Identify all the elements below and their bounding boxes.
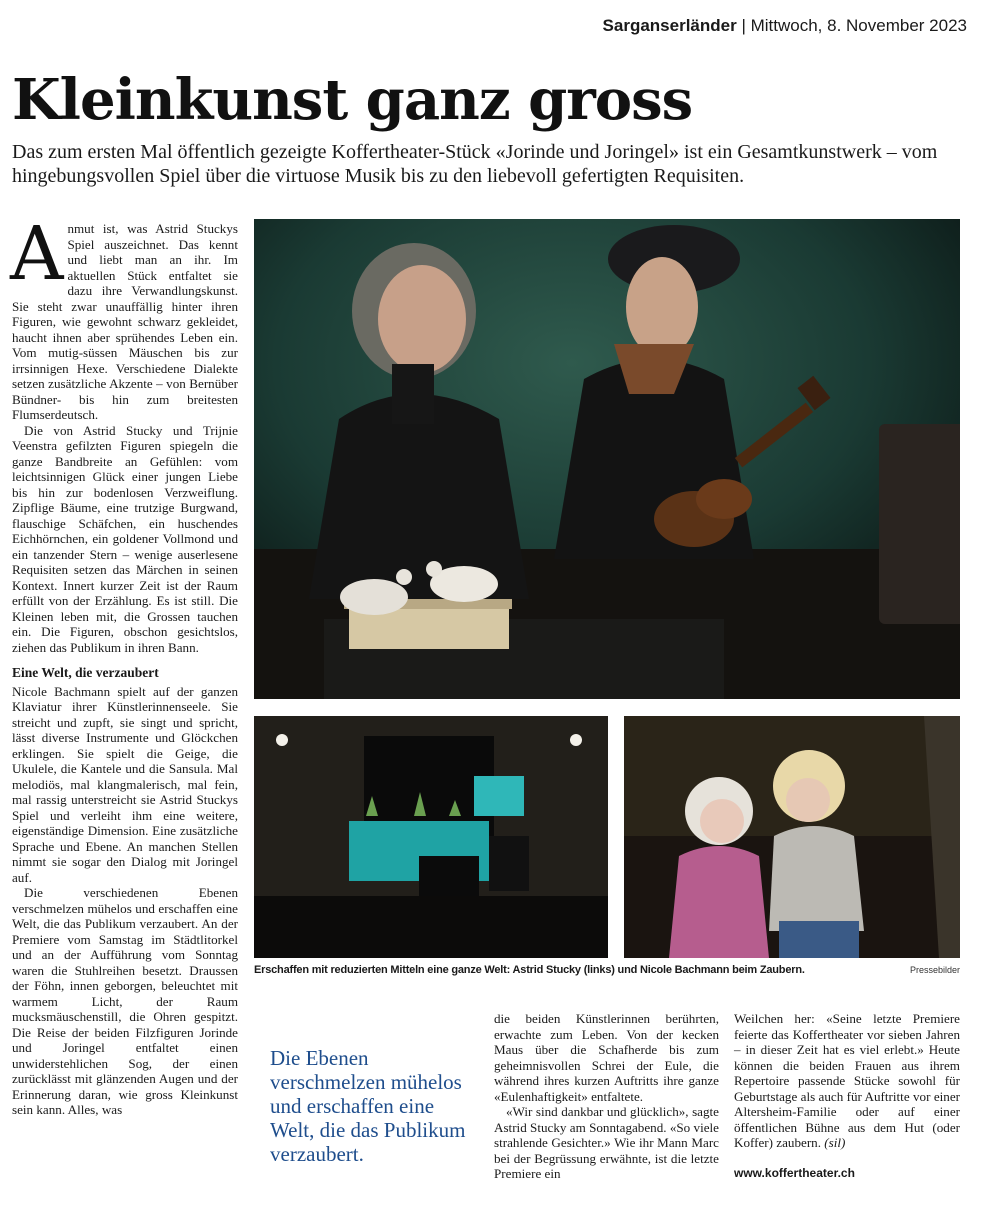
paragraph-6: «Wir sind dankbar und glücklich», sagte Astrid Stucky am Sonntagabend. «So viele strahlende Gesichter.» Wie ihr Mann Marc bei der Begrüssung erwähnte, ist die letzte Premiere ein [494, 1104, 719, 1181]
drop-cap: A [10, 211, 64, 297]
paragraph-3: Nicole Bachmann spielt auf der ganzen Klaviatur ihrer Künstlerinnenseele. Sie streicht und zupft, sie singt und spricht, lässt diverse Instrumente und Glöckchen erklingen. Sie spielt die Geige, die Ukulele, die Kantele und die Sansula. Mal melodiös, mal klangmalerisch, mal fein, mal rassig unterstreicht sie Astrid Stuckys Spiel und verleiht ihm eine weitere, eigenständige Dimension. Eine zusätzliche Sprache und Ebene. An manchen Stellen nimmt sie sogar den Dialog mit Joringel auf. [12, 683, 238, 885]
masthead [603, 16, 967, 36]
photo-credit: Pressebilder [909, 965, 960, 975]
paragraph-1-text: nmut ist, was Astrid Stuckys Spiel auszeichnet. Das kennt und liebt man an ihr. Im aktuellen Stück entfaltet sie dazu ihre Verwandlungskunst. Sie steht zwar unauffällig hinter ihren Figuren, wie gewohnt schwarz gekleidet, haucht ihnen aber sprühendes Leben ein. Vom mutig-süssen Mäuschen bis zur irrsinnigen Hexe. Verschiedene Dialekte setzen zusätzliche Akzente – von Bernüber Bündner- bis hin zum breitesten Flumserdeutsch. [12, 221, 238, 422]
paragraph-1 [10, 211, 238, 423]
article-column-4 [734, 1011, 960, 1181]
masthead-separator: | [741, 16, 746, 35]
paragraph-2: Die von Astrid Stucky und Trijnie Veenstra gefilzten Figuren spiegeln die ganze Bandbreite an Gefühlen: vom leichtsinnigen Glück einer jungen Liebe bis hin zur bodenlosen Verzweiflung. Zipflige Bäume, eine trutzige Burgwand, flauschige Schäfchen, ein huschendes Eichhörnchen, ein goldener Vollmond und ein tanzender Stern – wenige auserlesene Requisiten setzen das Märchen in seinen Kontext. Innert kurzer Zeit ist der Raum erfüllt von der Erzählung. Es ist still. Die Kleinen leben mit, die Grossen tauchen ein. Die Figuren, obschon gesichtslos, ziehen das Publikum in ihren Bann. [12, 422, 238, 655]
website-link[interactable]: www.koffertheater.ch [734, 1165, 855, 1180]
article-column-3 [494, 1011, 719, 1182]
puppets-photo [624, 716, 960, 958]
pull-quote: Die Ebenen verschmelzen mühelos und erschaffen eine Welt, die das Publikum verzaubert. [270, 1046, 466, 1166]
lead-paragraph: Das zum ersten Mal öffentlich gezeigte Koffertheater-Stück «Jorinde und Joringel» ist ein Gesamtkunstwerk – vom hingebungsvollen Spiel über die virtuose Musik bis zu den liebevoll gefertigten Requisiten. [12, 141, 938, 187]
article-column-1 [10, 211, 238, 1118]
subheading: Eine Welt, die verzaubert [12, 665, 159, 680]
headline: Kleinkunst ganz gross [12, 67, 693, 133]
photo-caption: Erschaffen mit reduzierten Mitteln eine ganze Welt: Astrid Stucky (links) und Nicole Bachmann beim Zaubern. [254, 964, 805, 976]
paragraph-4: Die verschiedenen Ebenen verschmelzen mühelos und erschaffen eine Welt, die das Publikum verzaubert. An der Premiere vom Samstag im Städtlitorkel und an der Aufführung vom Sonntag waren die Stuhlreihen besetzt. Draussen der Föhn, innen geborgen, beleuchtet mit warmem Licht, der Raum mucksmäuschenstill, die Ohren gespitzt. Die Reise der beiden Filzfiguren Jorinde und Joringel entfaltet einen unwiderstehlichen Sog, der einen zurücklässt mit glänzenden Augen und der Erinnerung daran, wie gross Kleinkunst sein kann. Alles, was [12, 885, 238, 1117]
masthead-paper: Sarganserländer [602, 16, 737, 35]
paragraph-7-text: Weilchen her: «Seine letzte Premiere feierte das Koffertheater vor sieben Jahren – in dieser Zeit hat es viel erlebt.» Heute können die beiden Frauen aus ihrem Repertoire passende Stücke sowohl für Geburtstage als auch für Auftritte vor einer Altersheim-Familie oder auf einer öffentlichen Bühne aus dem Hut (oder Koffer) zaubern. [734, 1011, 960, 1150]
stage-photo [254, 716, 608, 958]
paragraph-7 [734, 1011, 960, 1151]
weblink-line [734, 1165, 960, 1182]
main-photo [254, 219, 960, 699]
author-signature: (sil) [824, 1135, 846, 1150]
paragraph-5: die beiden Künstlerinnen berührten, erwachte zum Leben. Von der kecken Maus über die Schafherde bis zum geheimnisvollen Schrei der Eule, die während ihres kurzen Auftritts ihre ganze «Eulenhaftigkeit» entfaltete. [494, 1011, 719, 1104]
masthead-date: Mittwoch, 8. November 2023 [750, 16, 967, 35]
